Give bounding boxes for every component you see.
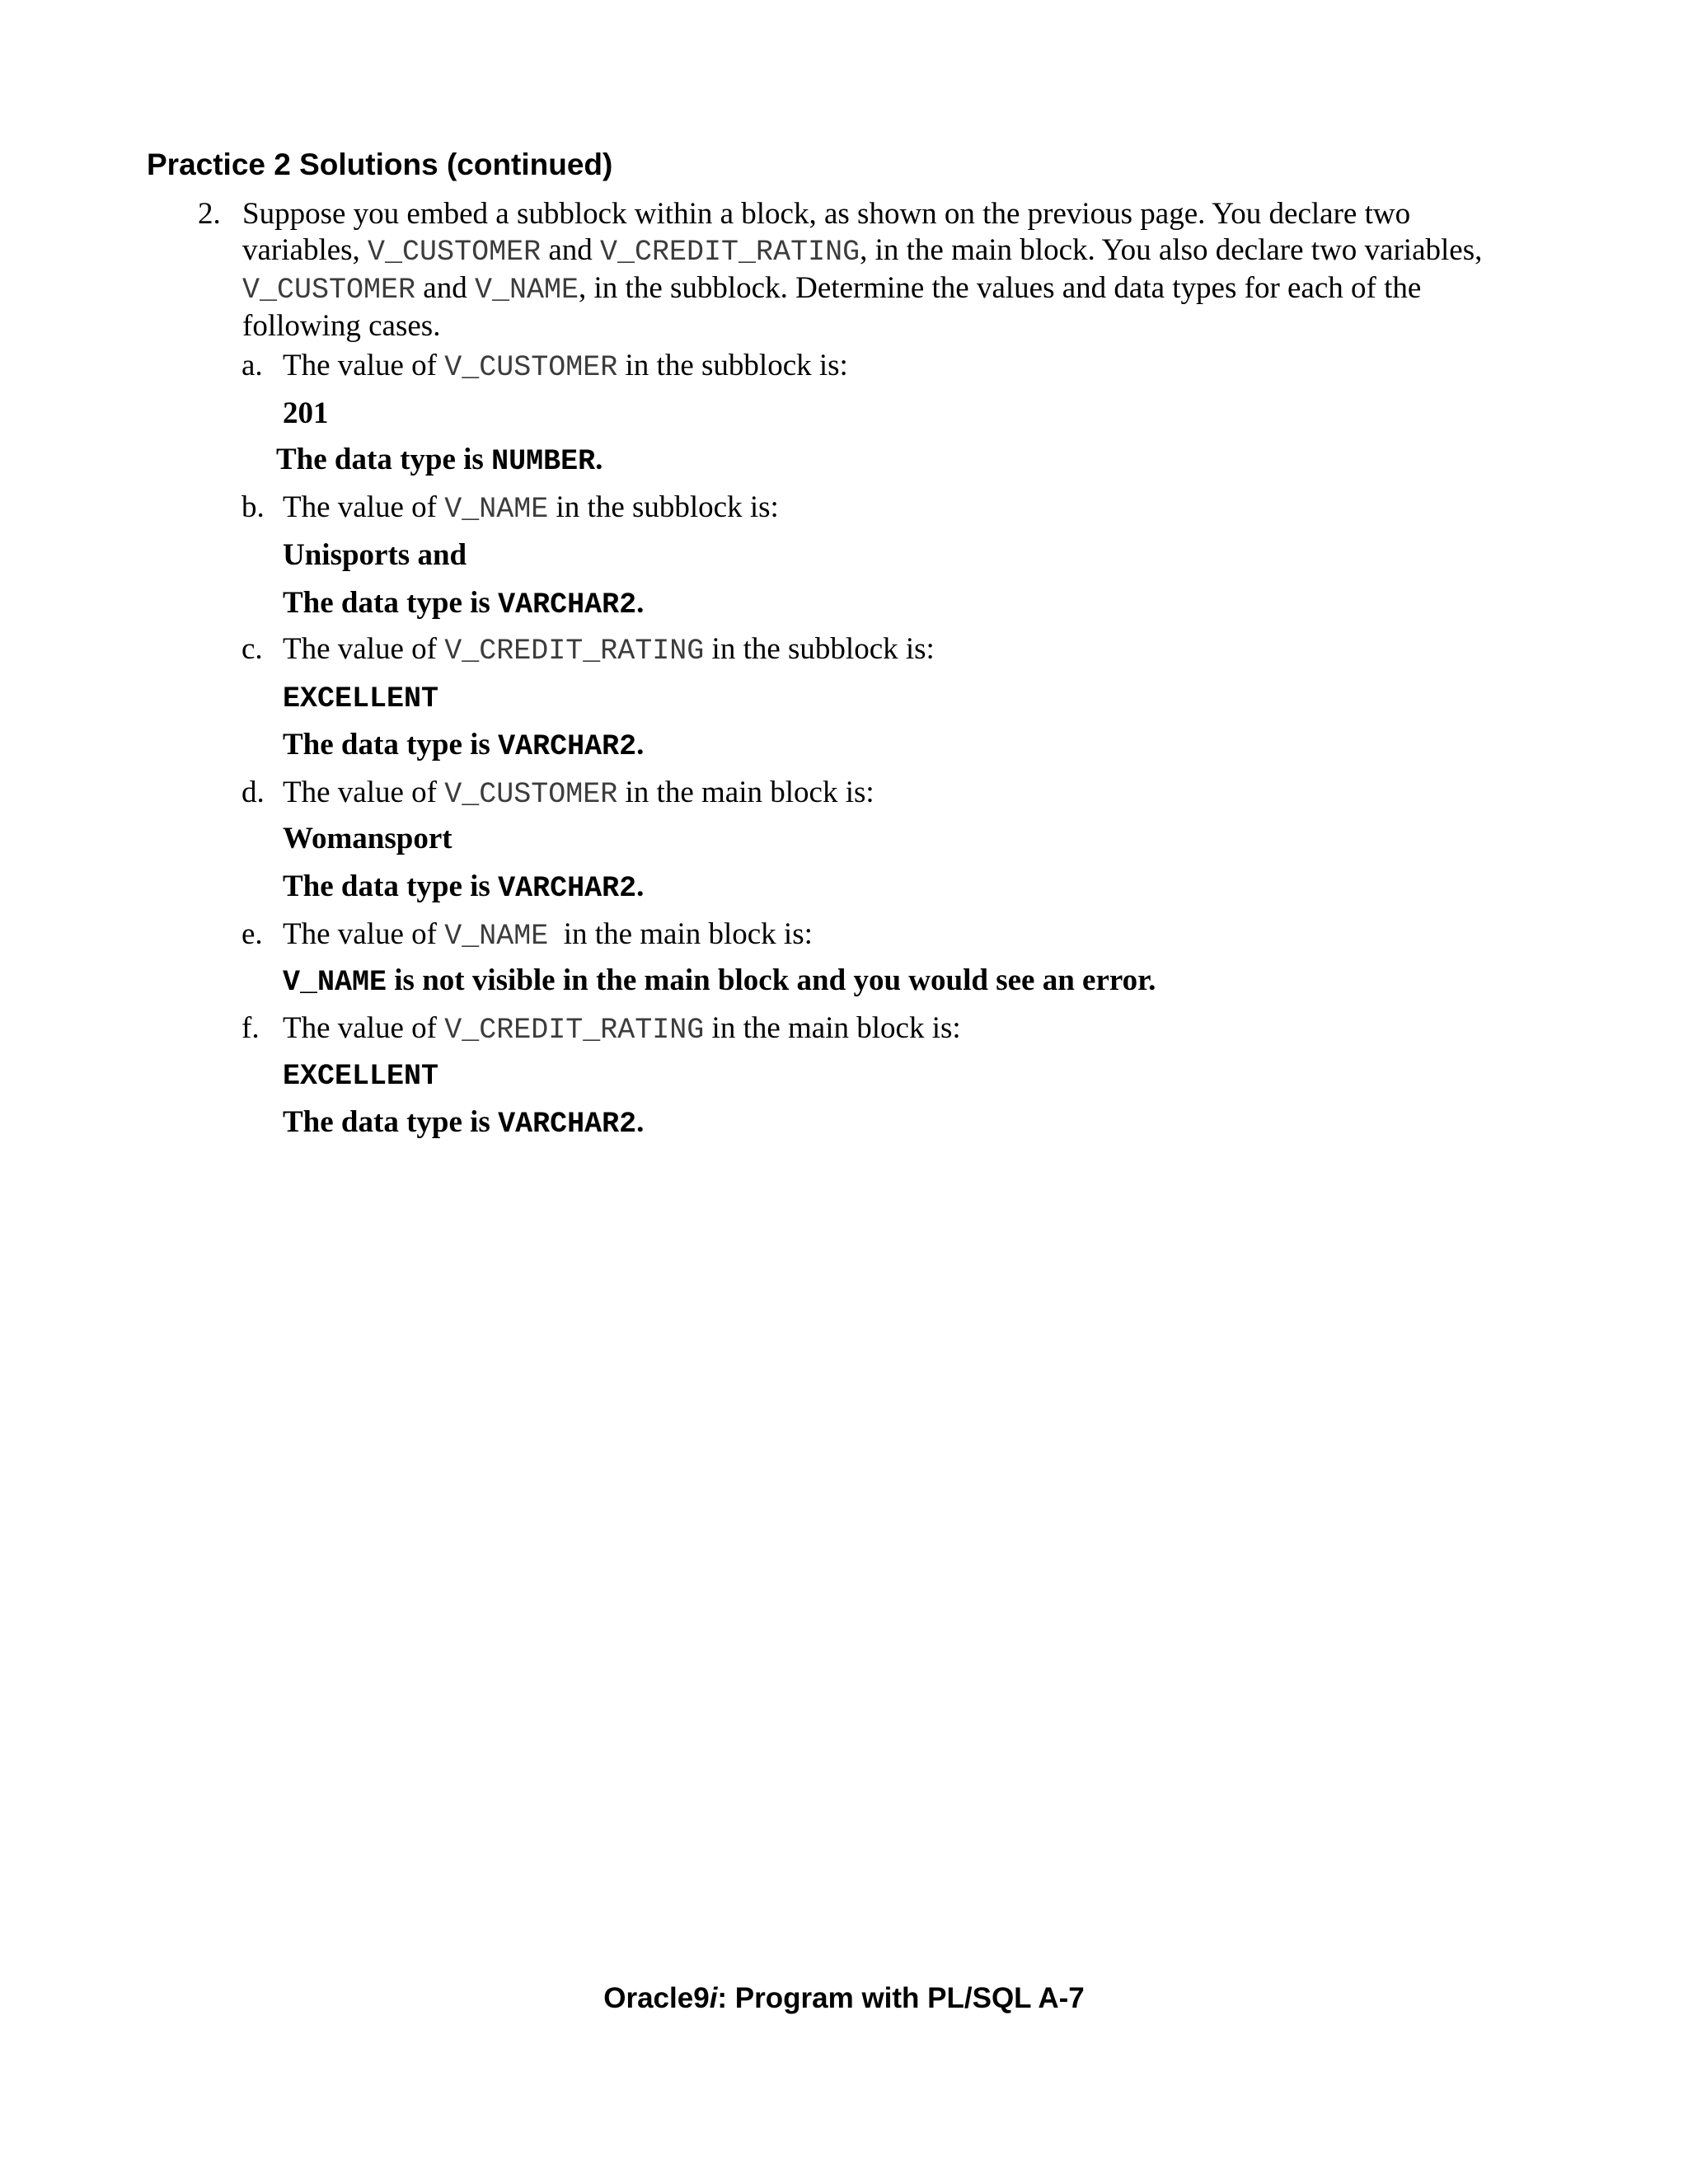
item-answer-type-b [283, 585, 644, 623]
answer-text: The data type is [283, 586, 499, 620]
item-code: V_CREDIT_RATING [444, 635, 705, 668]
item-question-b [283, 490, 779, 527]
item-text: The value of [283, 632, 445, 666]
answer-text: is not visible in the main block and you would see an error. [387, 963, 1156, 997]
section-heading: Practice 2 Solutions (continued) [147, 148, 613, 181]
intro-text: , in the main block. You also declare two variables, [860, 233, 1483, 267]
answer-code: V_NAME [283, 966, 387, 999]
item-code: V_CUSTOMER [444, 351, 618, 384]
intro-line-1: Suppose you embed a subblock within a block, as shown on the previous page. You declare two [242, 197, 1411, 231]
intro-line-2 [242, 232, 1528, 270]
item-text: The value of [283, 1011, 445, 1045]
footer-text: : Program with PL/SQL A-7 [717, 1982, 1085, 2014]
answer-text: The data type is [283, 728, 499, 762]
item-text: The value of [283, 776, 445, 809]
footer-text: Oracle9 [603, 1982, 710, 2014]
answer-text: The data type is [276, 443, 492, 476]
item-question-e [283, 916, 813, 954]
answer-code: EXCELLENT [283, 682, 439, 715]
question-number: 2. [198, 197, 221, 231]
item-answer-value-f [283, 1057, 438, 1094]
intro-line-3 [242, 270, 1528, 308]
item-code: V_CUSTOMER [444, 778, 618, 811]
item-answer-type-a [276, 442, 603, 480]
answer-code: VARCHAR2 [498, 588, 637, 621]
item-letter-b: b. [241, 490, 265, 524]
item-answer-type-d [283, 869, 644, 907]
item-text: The value of [283, 917, 445, 951]
item-letter-c: c. [241, 632, 263, 666]
item-question-d [283, 775, 874, 813]
answer-code: EXCELLENT [283, 1060, 439, 1093]
item-question-f [283, 1010, 961, 1048]
item-text: in the main block is: [548, 917, 813, 951]
item-text: The value of [283, 349, 445, 382]
item-answer-type-f [283, 1104, 644, 1142]
answer-text: . [636, 869, 645, 903]
item-answer-value-c [283, 679, 438, 717]
item-letter-e: e. [241, 917, 263, 951]
page-footer [0, 1982, 1688, 2015]
item-code: V_NAME [444, 920, 549, 953]
item-answer-value-b: Unisports and [283, 538, 467, 572]
answer-code: VARCHAR2 [498, 872, 637, 905]
answer-text: The data type is [283, 1105, 499, 1139]
intro-text: variables, [242, 233, 368, 267]
code-v-customer: V_CUSTOMER [368, 236, 542, 269]
item-answer-value-a: 201 [283, 396, 329, 430]
code-v-name: V_NAME [474, 274, 579, 307]
intro-line-4: following cases. [242, 309, 441, 343]
item-text: in the main block is: [617, 776, 874, 809]
item-letter-d: d. [241, 776, 265, 809]
code-v-customer: V_CUSTOMER [242, 274, 416, 307]
item-question-a [283, 348, 848, 386]
item-answer-value-e [283, 963, 1156, 1001]
code-v-credit-rating: V_CREDIT_RATING [600, 236, 860, 269]
item-code: V_CREDIT_RATING [444, 1014, 705, 1047]
item-text: The value of [283, 490, 445, 524]
answer-text: . [636, 586, 645, 620]
answer-text: The data type is [283, 869, 499, 903]
answer-text: . [595, 443, 603, 476]
answer-code: VARCHAR2 [498, 730, 637, 763]
answer-code: VARCHAR2 [498, 1108, 637, 1141]
item-answer-type-c [283, 727, 644, 765]
item-text: in the subblock is: [617, 349, 848, 382]
intro-text: , in the subblock. Determine the values and data types for each of the [579, 271, 1422, 305]
footer-italic: i [709, 1982, 718, 2014]
question-intro [242, 196, 1528, 344]
answer-text: . [636, 1105, 645, 1139]
answer-text: . [636, 728, 645, 762]
item-letter-a: a. [241, 349, 263, 382]
item-answer-value-d: Womansport [283, 822, 452, 855]
item-text: in the subblock is: [548, 490, 779, 524]
intro-text: and [541, 233, 601, 267]
item-code: V_NAME [444, 493, 549, 526]
item-letter-f: f. [241, 1011, 260, 1045]
item-text: in the subblock is: [704, 632, 935, 666]
intro-text: and [415, 271, 475, 305]
item-text: in the main block is: [704, 1011, 961, 1045]
answer-code: NUMBER [491, 445, 596, 478]
item-question-c [283, 631, 935, 669]
